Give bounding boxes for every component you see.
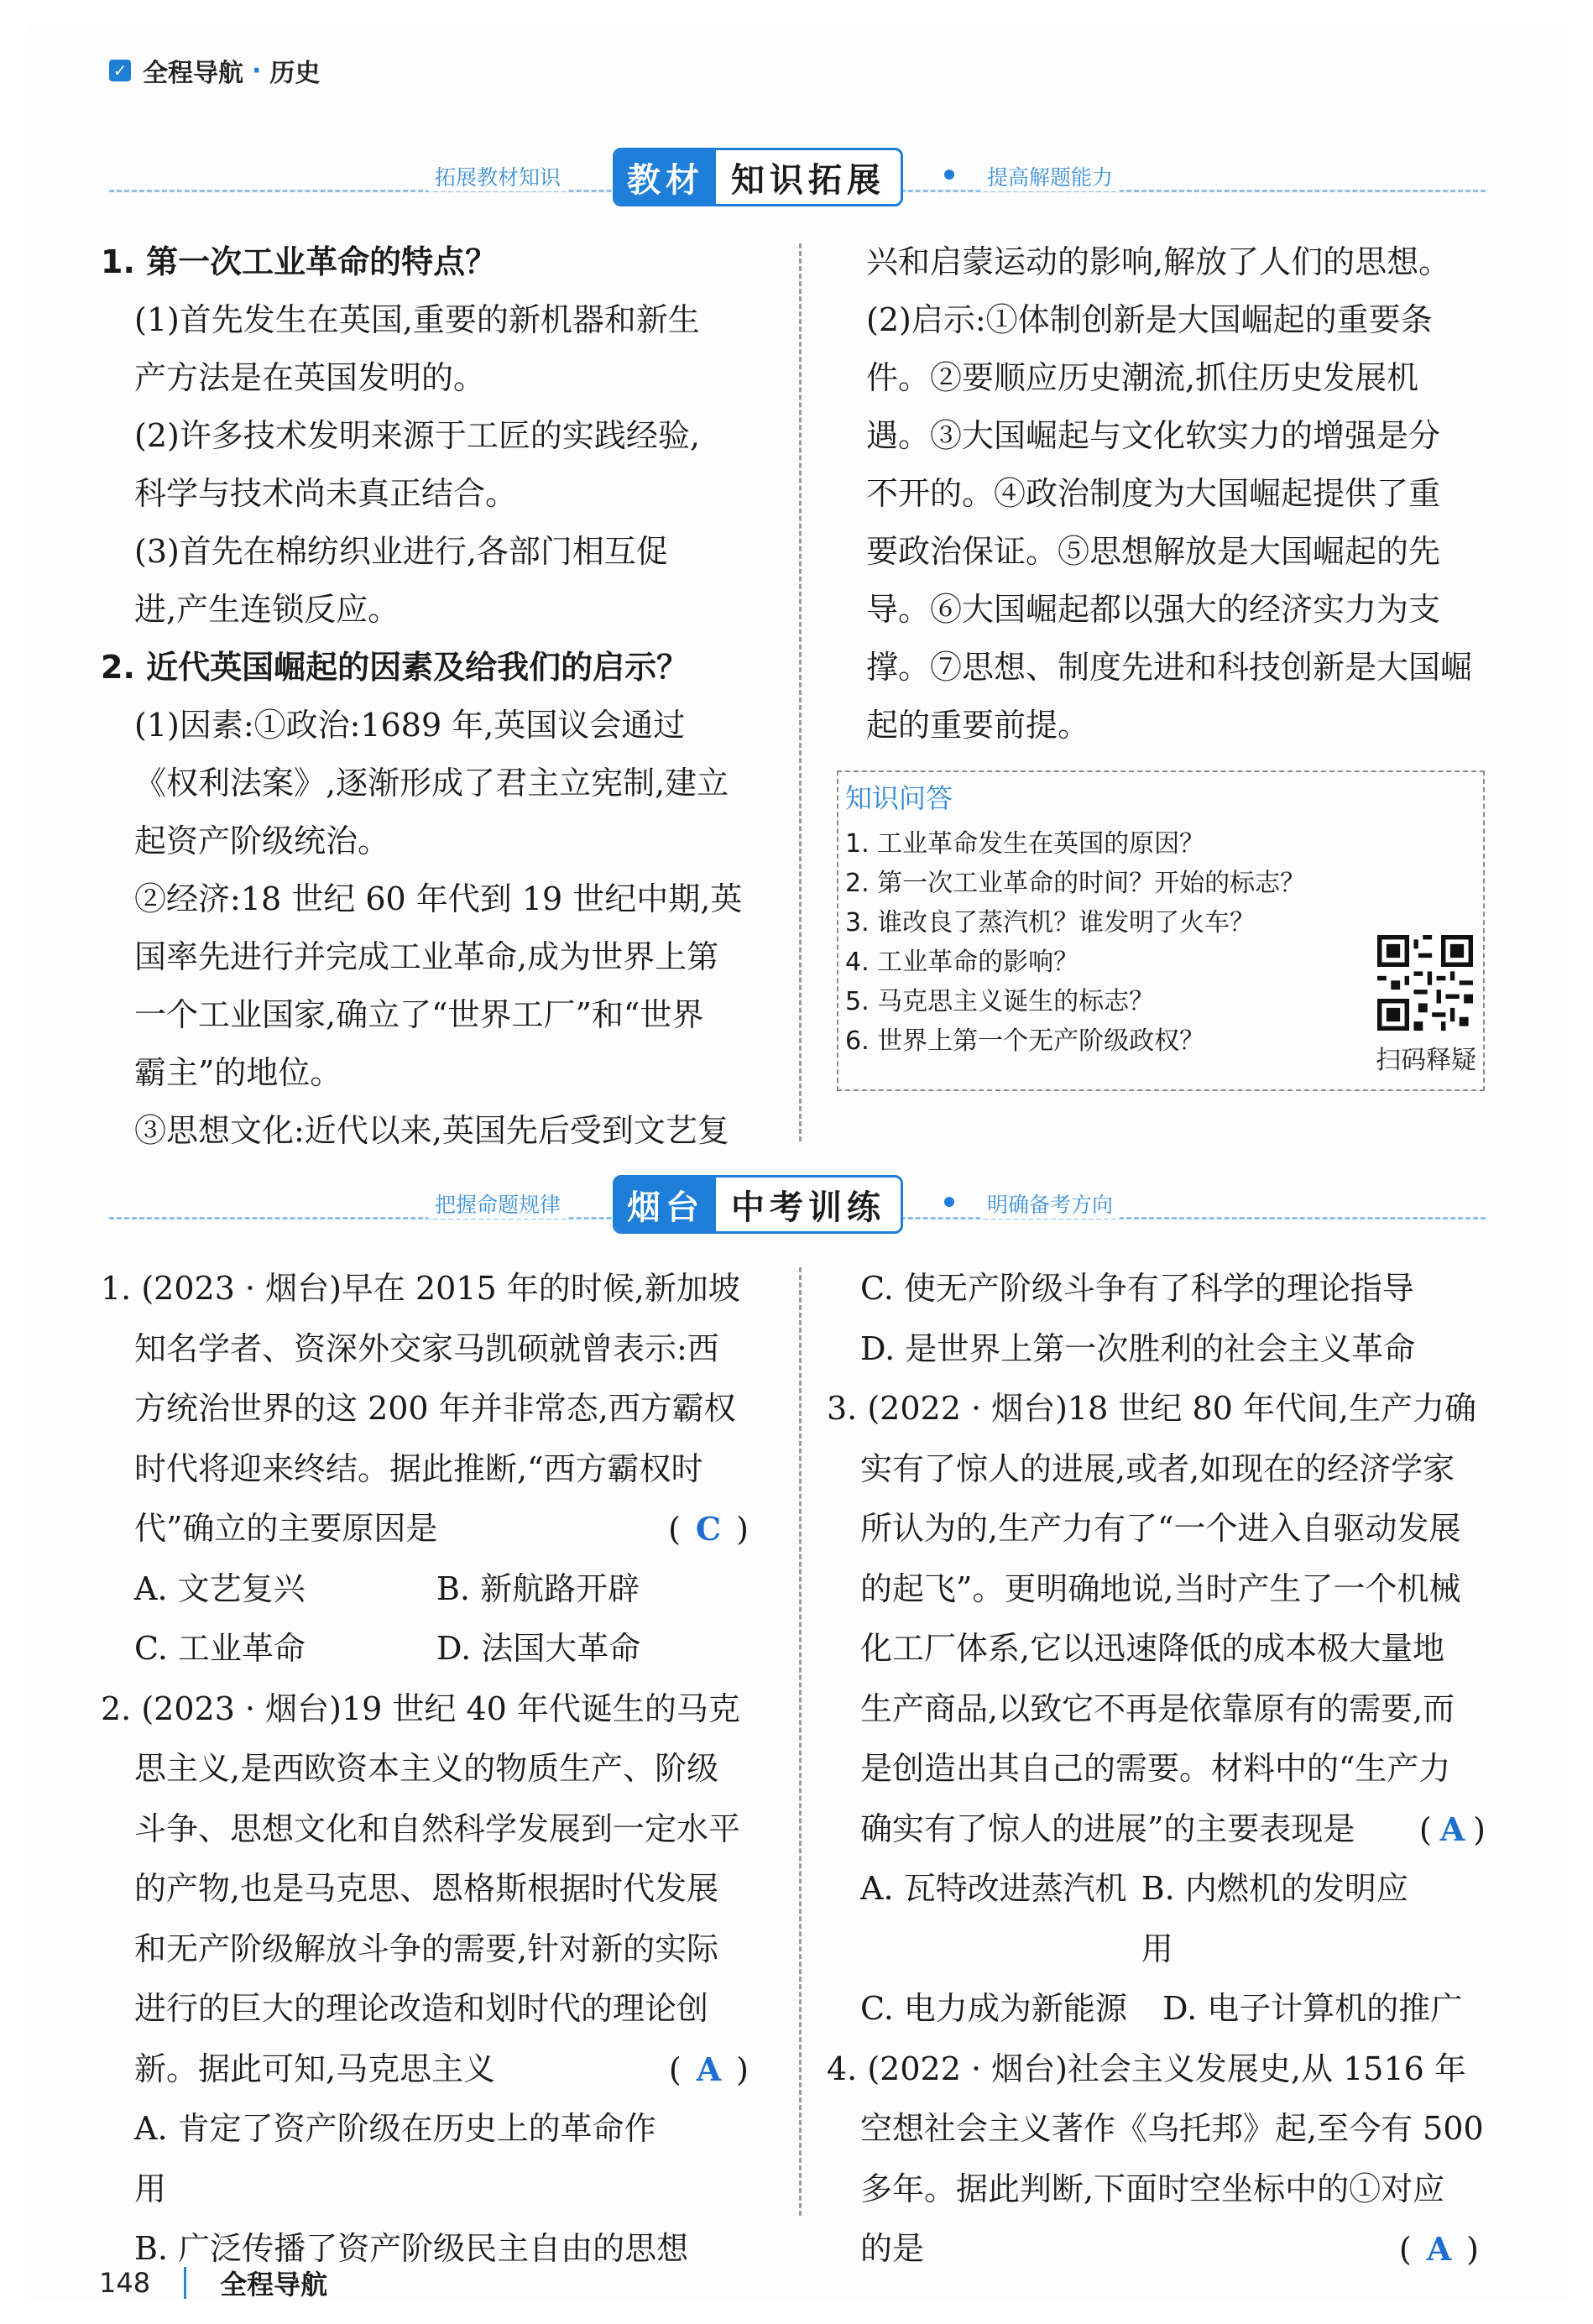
question-3-options (860, 1979, 1494, 2039)
banner-dot-icon (944, 170, 954, 180)
question-2-stem-end (134, 2039, 764, 2100)
option-b[interactable]: B. 广泛传播了资产阶级民主自由的思想 (134, 2230, 689, 2267)
text-line: 起资产阶级统治。 (134, 823, 390, 859)
question-3-line: 确实有了惊人的进展”的主要表现是 (860, 1810, 1355, 1847)
qa-question: 6. 世界上第一个无产阶级政权？ (845, 1026, 1205, 1056)
banner-pill-text: 知识拓展 (731, 160, 885, 200)
question-2-answer: A (696, 2050, 737, 2088)
option-b[interactable]: B. 内燃机的发明应用 (1141, 1870, 1408, 1967)
column-divider (799, 243, 802, 1141)
knowledge-q1-title: 1. 第一次工业革命的特点？ (101, 243, 498, 280)
qr-code-label: 扫码释疑 (1376, 1046, 1476, 1075)
knowledge-left-column (101, 233, 772, 1160)
text-line: 不开的。④政治制度为大国崛起提供了重 (866, 475, 1441, 512)
question-1-line: 知名学者、资深外交家马凯硕就曾表示:西 (134, 1329, 719, 1367)
text-line: ②经济:18 世纪 60 年代到 19 世纪中期,英 (134, 880, 743, 917)
question-3-answer-box: (A) (1418, 1810, 1494, 1848)
text-line: 导。⑥大国崛起都以强大的经济实力为支 (866, 591, 1441, 628)
question-3-line: 3. (2022 · 烟台)18 世纪 80 年代间,生产力确 (827, 1390, 1476, 1427)
question-1-line: 1. (2023 · 烟台)早在 2015 年的时候,新加坡 (101, 1270, 740, 1307)
text-line: 国率先进行并完成工业革命,成为世界上第 (134, 938, 719, 975)
text-line: 一个工业国家,确立了“世界工厂”和“世界 (134, 996, 704, 1033)
banner-left-tag: 把握命题规律 (428, 1188, 567, 1219)
question-1-answer-box: (C) (668, 1510, 764, 1548)
question-1-line: 时代将迎来终结。据此推断,“西方霸权时 (134, 1449, 703, 1487)
knowledge-qa-box (837, 770, 1485, 1091)
question-4-stem-end (860, 2219, 1494, 2280)
banner-pill-text: 中考训练 (731, 1188, 885, 1227)
banner-pill-highlight: 烟台 (615, 1178, 716, 1231)
banner-pill-highlight: 教材 (615, 150, 716, 204)
text-line: 遇。③大国崛起与文化软实力的增强是分 (866, 417, 1441, 454)
banner-dot-icon (944, 1197, 954, 1207)
book-header (109, 49, 320, 92)
option-b[interactable]: B. 新航路开辟 (436, 1569, 640, 1607)
text-line: (2)许多技术发明来源于工匠的实践经验, (134, 417, 700, 454)
banner-right-tag: 提高解题能力 (980, 161, 1120, 191)
footer-book-name: 全程导航 (220, 2269, 328, 2300)
question-3-line: 化工厂体系,它以迅速降低的成本极大量地 (860, 1630, 1445, 1667)
option-d[interactable]: D. 法国大革命 (436, 1630, 641, 1667)
question-4-line: 空想社会主义著作《乌托邦》起,至今有 500 (860, 2110, 1484, 2147)
text-line: (1)因素:①政治:1689 年,英国议会通过 (134, 707, 686, 744)
question-2-line: 新。据此可知,马克思主义 (134, 2050, 496, 2087)
text-line: (3)首先在棉纺织业进行,各部门相互促 (134, 533, 668, 570)
text-line: 霸主”的地位。 (134, 1054, 342, 1091)
qa-box-title: 知识问答 (845, 782, 953, 814)
option-d[interactable]: D. 电子计算机的推广 (1162, 1990, 1463, 2027)
text-line: 件。②要顺应历史潮流,抓住历史发展机 (866, 359, 1419, 396)
question-3-line: 是创造出其自己的需要。材料中的“生产力 (860, 1750, 1451, 1787)
knowledge-right-column (866, 233, 1504, 755)
question-2-line: 2. (2023 · 烟台)19 世纪 40 年代诞生的马克 (101, 1689, 740, 1727)
question-4-answer-box: (A) (1398, 2230, 1494, 2268)
qa-question-list (845, 824, 1305, 1061)
question-2-line: 的产物,也是马克思、恩格斯根据时代发展 (134, 1870, 719, 1907)
question-4-line: 4. (2022 · 烟台)社会主义发展史,从 1516 年 (827, 2050, 1466, 2087)
question-4-line: 多年。据此判断,下面时空坐标中的①对应 (860, 2170, 1445, 2207)
question-1-options (134, 1619, 764, 1679)
option-a[interactable]: A. 文艺复兴 (134, 1569, 306, 1607)
question-3-line: 生产商品,以致它不再是依靠原有的需要,而 (860, 1689, 1455, 1727)
exam-left-column (101, 1259, 764, 2280)
page-footer (99, 2264, 327, 2302)
question-3-stem-end (860, 1799, 1494, 1860)
question-1-answer: C (695, 1510, 737, 1548)
option-a[interactable]: A. 瓦特改进蒸汽机 (860, 1870, 1127, 1907)
question-4-answer: A (1426, 2230, 1467, 2268)
text-line: 科学与技术尚未真正结合。 (134, 475, 518, 512)
option-c[interactable]: C. 电力成为新能源 (860, 1990, 1127, 2027)
page-number: 148 (99, 2267, 151, 2299)
section-banner-exam (109, 1175, 1486, 1242)
book-title: 全程导航 (143, 59, 243, 88)
text-line: (2)启示:①体制创新是大国崛起的重要条 (866, 301, 1433, 338)
title-separator: · (252, 55, 262, 86)
text-line: 兴和启蒙运动的影响,解放了人们的思想。 (866, 243, 1451, 280)
question-2-answer-box: (A) (668, 2050, 764, 2088)
banner-right-tag: 明确备考方向 (980, 1188, 1120, 1219)
qa-question: 1. 工业革命发生在英国的原因？ (845, 829, 1205, 859)
banner-pill (613, 1175, 903, 1234)
option-c[interactable]: C. 使无产阶级斗争有了科学的理论指导 (860, 1270, 1414, 1307)
question-3-line: 的起飞”。更明确地说,当时产生了一个机械 (860, 1569, 1461, 1607)
text-line: 撑。⑦思想、制度先进和科技创新是大国崛 (866, 649, 1473, 686)
question-2-line: 思主义,是西欧资本主义的物质生产、阶级 (134, 1750, 719, 1787)
option-c[interactable]: C. 工业革命 (134, 1630, 306, 1667)
check-icon: ✓ (109, 60, 131, 81)
question-3-options (860, 1859, 1419, 1979)
subject-title: 历史 (269, 59, 321, 88)
exam-right-column (827, 1259, 1494, 2280)
question-3-line: 所认为的,生产力有了“一个进入自驱动发展 (860, 1510, 1461, 1547)
question-3-line: 实有了惊人的进展,或者,如现在的经济学家 (860, 1449, 1455, 1487)
qa-question: 5. 马克思主义诞生的标志？ (845, 987, 1155, 1016)
question-2-line: 和无产阶级解放斗争的需要,针对新的实际 (134, 1930, 719, 1967)
qr-code-icon[interactable] (1377, 935, 1473, 1031)
banner-left-tag: 拓展教材知识 (428, 161, 567, 191)
text-line: 进,产生连锁反应。 (134, 591, 400, 628)
qa-question: 2. 第一次工业革命的时间？开始的标志？ (845, 869, 1306, 898)
footer-divider (184, 2267, 186, 2299)
text-line: 要政治保证。⑤思想解放是大国崛起的先 (866, 533, 1441, 570)
text-line: 产方法是在英国发明的。 (134, 359, 486, 396)
question-1-line: 代”确立的主要原因是 (134, 1510, 438, 1547)
question-2-line: 斗争、思想文化和自然科学发展到一定水平 (134, 1810, 741, 1847)
question-1-line: 方统治世界的这 200 年并非常态,西方霸权 (134, 1390, 736, 1427)
banner-pill (613, 148, 903, 206)
qa-question: 3. 谁改良了蒸汽机？谁发明了火车？ (845, 908, 1256, 937)
question-2-line: 进行的巨大的理论改造和划时代的理论创 (134, 1990, 709, 2027)
text-line: (1)首先发生在英国,重要的新机器和新生 (134, 301, 700, 338)
section-banner-knowledge (109, 148, 1486, 215)
option-d[interactable]: D. 是世界上第一次胜利的社会主义革命 (860, 1329, 1416, 1367)
question-4-line: 的是 (860, 2230, 925, 2267)
question-1-options (134, 1559, 668, 1620)
column-divider (799, 1267, 802, 2216)
text-line: 《权利法案》,逐渐形成了君主立宪制,建立 (134, 765, 729, 802)
option-a[interactable]: A. 肯定了资产阶级在历史上的革命作用 (134, 2110, 656, 2207)
question-1-stem-end (134, 1499, 764, 1559)
text-line: ③思想文化:近代以来,英国先后受到文艺复 (134, 1112, 729, 1149)
knowledge-q2-title: 2. 近代英国崛起的因素及给我们的启示？ (101, 649, 689, 686)
question-3-answer: A (1439, 1810, 1474, 1848)
qa-question: 4. 工业革命的影响？ (845, 948, 1079, 977)
text-line: 起的重要前提。 (866, 707, 1090, 744)
